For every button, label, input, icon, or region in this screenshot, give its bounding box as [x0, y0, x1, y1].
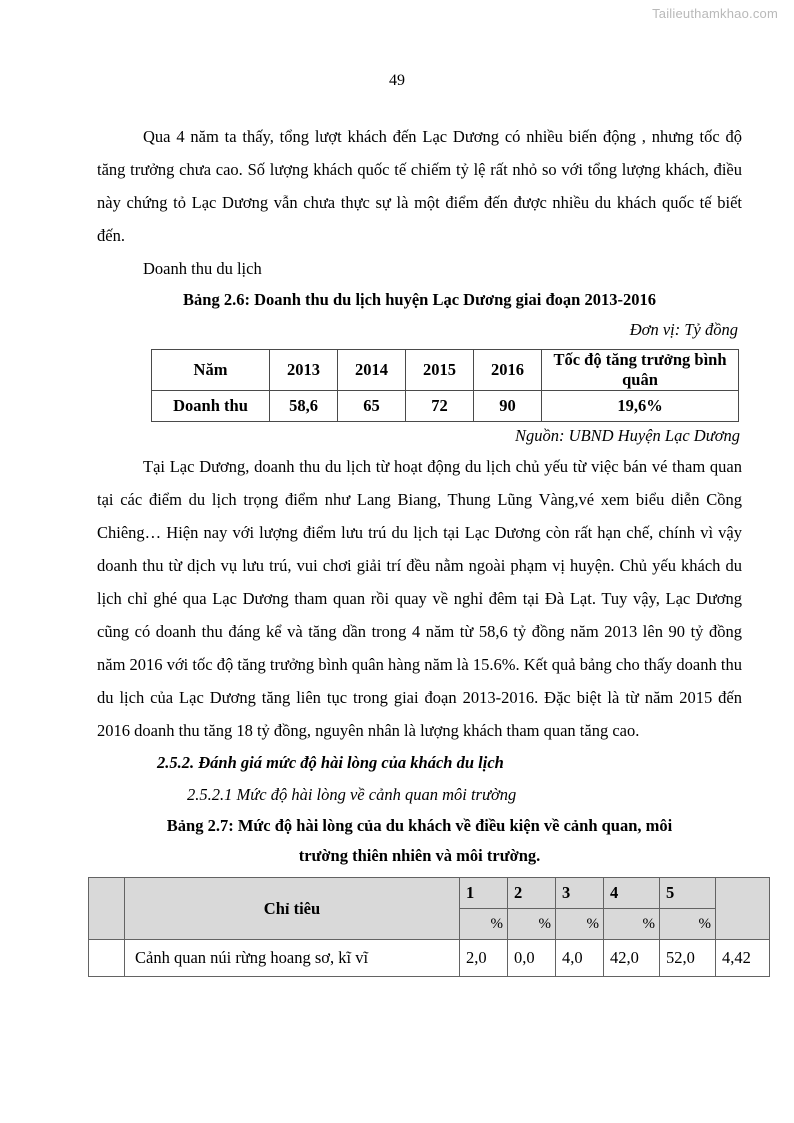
table-27-scale-header: 5	[660, 878, 716, 909]
table-row	[152, 350, 739, 391]
table-27-row-mean: 4,42	[716, 940, 770, 977]
table-27-pct-header: %	[556, 909, 604, 940]
table-27-row-value: 0,0	[508, 940, 556, 977]
heading-section-252: 2.5.2. Đánh giá mức độ hài lòng của khách du lịch	[157, 753, 504, 772]
table-26-caption: Bảng 2.6: Doanh thu du lịch huyện Lạc Dương giai đoạn 2013-2016	[183, 290, 656, 309]
table-26-unit: Đơn vị: Tỷ đồng	[629, 320, 738, 339]
table-26-data-cell: 72	[406, 391, 474, 422]
table-27-index-header	[89, 878, 125, 940]
table-26-data-cell: 19,6%	[542, 391, 739, 422]
table-27-scale-header: 2	[508, 878, 556, 909]
paragraph-intro: Qua 4 năm ta thấy, tổng lượt khách đến Lạc Dương có nhiều biến động , nhưng tốc độ tăng trưởng chưa cao. Số lượng khách quốc tế chiếm tỷ lệ rất nhỏ so với tổng lượng khách, điều này chứng tỏ Lạc Dương vẫn chưa thực sự là một điểm đến được nhiều du khách quốc tế biết đến.	[97, 127, 742, 245]
table-27-caption-line2: trường thiên nhiên và môi trường.	[298, 846, 541, 865]
paragraph-revenue-analysis: Tại Lạc Dương, doanh thu du lịch từ hoạt động du lịch chủ yếu từ việc bán vé tham quan tại các điểm du lịch trọng điểm như Lang Biang, Thung Lũng Vàng,vé xem biểu diễn Cồng Chiêng… Hiện nay với lượng điểm lưu trú du lịch tại Lạc Dương còn rất hạn chế, chính vì vậy doanh thu từ dịch vụ lưu trú, vui chơi giải trí đều nằm ngoài phạm vị huyện. Chủ yếu khách du lịch chỉ ghé qua Lạc Dương tham quan rồi quay về nghỉ đêm tại Đà Lạt. Tuy vậy, Lạc Dương cũng có doanh thu đáng kể và tăng dần trong 4 năm từ 58,6 tỷ đồng năm 2013 lên 90 tỷ đồng năm 2016 với tốc độ tăng trưởng bình quân hàng năm là 15.6%. Kết quả bảng cho thấy doanh thu du lịch của Lạc Dương tăng liên tục trong giai đoạn 2013-2016. Đặc biệt là từ năm 2015 đến 2016 doanh thu tăng 18 tỷ đồng, nguyên nhân là lượng khách tham quan tăng cao.	[97, 457, 742, 740]
table-26-header-cell: 2015	[406, 350, 474, 391]
table-26-header-cell: Năm	[152, 350, 270, 391]
table-26-header-cell: 2014	[338, 350, 406, 391]
table-27-row-value: 2,0	[460, 940, 508, 977]
page-number: 49	[389, 72, 405, 89]
table-27-mean-header	[716, 878, 770, 940]
table-27-pct-header: %	[508, 909, 556, 940]
table-27-row-value: 4,0	[556, 940, 604, 977]
table-26-data-cell: 90	[474, 391, 542, 422]
revenue-subheading: Doanh thu du lịch	[143, 259, 262, 278]
table-27-pct-header: %	[460, 909, 508, 940]
table-27-scale-header: 3	[556, 878, 604, 909]
watermark-text: Tailieuthamkhao.com	[652, 6, 778, 21]
table-26-source: Nguồn: UBND Huyện Lạc Dương	[515, 426, 740, 445]
table-27	[88, 877, 770, 977]
table-26-data-cell: Doanh thu	[152, 391, 270, 422]
table-26-header-cell: 2016	[474, 350, 542, 391]
table-27-criteria-header: Chỉ tiêu	[125, 878, 460, 940]
table-row	[152, 391, 739, 422]
table-27-wrapper	[88, 877, 751, 977]
table-27-row-value: 52,0	[660, 940, 716, 977]
table-26-data-cell: 65	[338, 391, 406, 422]
table-row	[89, 878, 770, 909]
table-26-header-cell: Tốc độ tăng trưởng bình quân	[542, 350, 739, 391]
table-27-caption-line1: Bảng 2.7: Mức độ hài lòng của du khách về điều kiện về cảnh quan, môi	[166, 816, 673, 835]
table-27-scale-header: 4	[604, 878, 660, 909]
heading-section-2521: 2.5.2.1 Mức độ hài lòng về cảnh quan môi trường	[187, 785, 517, 804]
table-27-pct-header: %	[660, 909, 716, 940]
table-27-row-index	[89, 940, 125, 977]
table-27-scale-header: 1	[460, 878, 508, 909]
table-26-data-cell: 58,6	[270, 391, 338, 422]
table-26-header-cell: 2013	[270, 350, 338, 391]
table-row	[89, 940, 770, 977]
table-27-row-label: Cảnh quan núi rừng hoang sơ, kĩ vĩ	[125, 940, 460, 977]
page-content	[97, 120, 751, 977]
table-26	[151, 349, 739, 422]
table-27-pct-header: %	[604, 909, 660, 940]
table-26-wrapper	[97, 349, 742, 422]
table-27-row-value: 42,0	[604, 940, 660, 977]
